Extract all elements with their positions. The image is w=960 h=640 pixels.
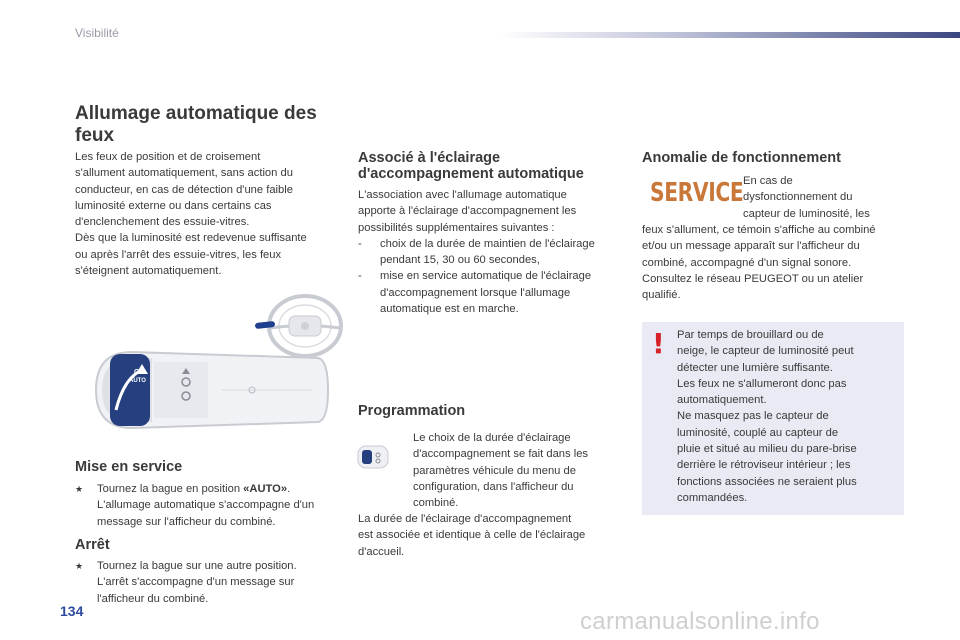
arrow-bullet-icon: ★ xyxy=(75,484,84,494)
exclamation-icon: ! xyxy=(652,327,665,360)
intro-line: s'éteignent automatiquement. xyxy=(75,265,222,278)
list-item: - choix de la durée de maintien de l'éclairage pendant 15, 30 ou 60 secondes, xyxy=(358,237,595,267)
main-title-line1: Allumage automatique des xyxy=(75,103,317,124)
programmation-after-text: La durée de l'éclairage d'accompagnement est associée et identique à celle de l'éclairage d'accueil. xyxy=(358,513,586,558)
note-text: Par temps de brouillard ou de neige, le capteur de luminosité peut détecter une lumière suffisante. Les feux ne s'allumeront donc pas automatiquement. Ne masquez pas le capteur de luminosité, couplé au capteur de pluie et situé au milieu du pare-brise derrière le rétroviseur intérieur ; les fonctions associées ne seraient plus commandées. xyxy=(677,329,857,504)
intro-line: d'enclenchement des essuie-vitres. xyxy=(75,216,250,229)
programmation-text: Le choix de la durée d'éclairage d'accompagnement se fait dans les paramètres véhicule du menu de configuration, dans l'afficheur du combiné. xyxy=(413,432,589,510)
section-label: Visibilité xyxy=(75,26,119,40)
service-warning-lamp-icon: SERVICE xyxy=(650,178,744,208)
arret-title: Arrêt xyxy=(75,537,110,553)
main-title-line2: feux xyxy=(75,125,115,146)
arrow-bullet-icon: ★ xyxy=(75,561,84,571)
arret-bullet xyxy=(75,558,345,607)
stalk-auto-label: AUTO xyxy=(129,378,146,384)
intro-paragraph xyxy=(75,149,345,279)
header-rule xyxy=(500,32,960,38)
mise-en-service-bullet-text: Tournez la bague en position «AUTO». L'allumage automatique s'accompagne d'un message sur l'afficheur du combiné. xyxy=(97,483,315,528)
page-number: 134 xyxy=(60,603,84,619)
intro-line: Dès que la luminosité est redevenue suffisante xyxy=(75,232,307,245)
anomalie-title: Anomalie de fonctionnement xyxy=(642,150,841,166)
programmation-title: Programmation xyxy=(358,403,466,419)
anomalie-text: feux s'allument, ce témoin s'affiche au combiné et/ou un message apparaît sur l'afficheur du combiné, accompagné d'un signal sonore. Consultez le réseau PEUGEOT ou un atelier qualifié. xyxy=(642,224,876,302)
stalk-o-label: O xyxy=(134,369,140,376)
watermark: carmanualsonline.info xyxy=(580,608,820,635)
arret-bullet-text: Tournez la bague sur une autre position. L'arrêt s'accompagne d'un message sur l'afficheur du combiné. xyxy=(97,560,297,605)
intro-line: s'allument automatiquement, sans action du xyxy=(75,167,293,180)
intro-line: Les feux de position et de croisement xyxy=(75,151,261,163)
list-item: - mise en service automatique de l'éclairage d'accompagnement lorsque l'allumage automatique est en marche. xyxy=(358,270,592,316)
mise-en-service-title: Mise en service xyxy=(75,459,183,475)
accompaniment-intro: L'association avec l'allumage automatique apporte à l'éclairage d'accompagnement les possibilités supplémentaires suivantes : - choix de la durée de maintien de l'éclairage pendant 15, 30 ou 60 secondes, - mise en service automatique de l'éclairage d'accompagnement lorsque l'allumage automatique est en marche. xyxy=(358,187,628,317)
stalk-thumbnail-icon xyxy=(356,442,390,472)
main-title xyxy=(75,103,345,147)
intro-line: luminosité externe ou dans certains cas xyxy=(75,199,272,212)
accompaniment-title: Associé à l'éclairage d'accompagnement automatique xyxy=(358,150,584,182)
mise-en-service-bullet xyxy=(75,481,345,530)
intro-line: ou après l'arrêt des essuie-vitres, les feux xyxy=(75,248,282,261)
intro-line: conducteur, en cas de détection d'une faible xyxy=(75,183,293,196)
anomalie-side-text: En cas de dysfonctionnement du capteur de luminosité, les xyxy=(743,175,870,220)
lighting-stalk-illustration xyxy=(92,348,330,432)
